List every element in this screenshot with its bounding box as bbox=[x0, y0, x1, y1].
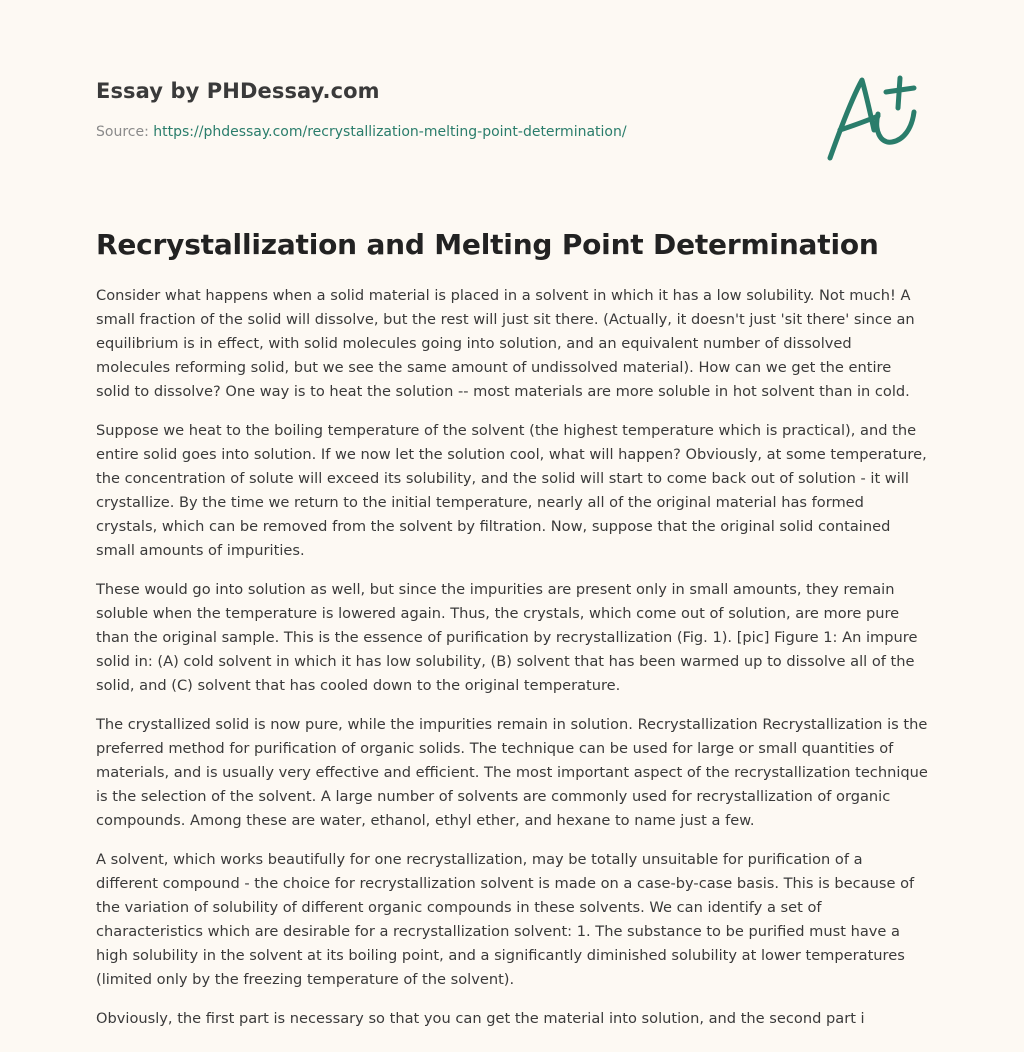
essay-paragraph: These would go into solution as well, but since the impurities are present only in small amounts, they remain soluble when the temperature is lowered again. Thus, the crystals, which come out of solution, are more pure than the original sample. This is the essence of purification by recrystallization (Fig. 1). [pic] Figure 1: An impure solid in: (A) cold solvent in which it has low solubility, (B) solvent that has been warmed up to dissolve all of the solid, and (C) solvent that has cooled down to the original temperature. bbox=[96, 581, 918, 694]
essay-body bbox=[96, 284, 928, 1046]
source-line bbox=[96, 124, 627, 140]
source-label: Source: bbox=[96, 124, 154, 140]
a-plus-icon bbox=[826, 68, 926, 164]
source-link[interactable]: https://phdessay.com/recrystallization-melting-point-determination/ bbox=[153, 124, 627, 140]
essay-paragraph: The crystallized solid is now pure, while the impurities remain in solution. Recrystallization Recrystallization is the preferred method for purification of organic solids. The technique can be used for large or small quantities of materials, and is usually very effective and efficient. The most important aspect of the recrystallization technique is the selection of the solvent. A large number of solvents are commonly used for recrystallization of organic compounds. Among these are water, ethanol, ethyl ether, and hexane to name just a few. bbox=[96, 716, 928, 829]
essay-paragraph: Obviously, the first part is necessary so that you can get the material into solution, and the second part i bbox=[96, 1010, 865, 1027]
essay-paragraph: Suppose we heat to the boiling temperature of the solvent (the highest temperature which is practical), and the entire solid goes into solution. If we now let the solution cool, what will happen? Obviously, at some temperature, the concentration of solute will exceed its solubility, and the solid will start to come back out of solution - it will crystallize. By the time we return to the initial temperature, nearly all of the original material has formed crystals, which can be removed from the solvent by filtration. Now, suppose that the original solid contained small amounts of impurities. bbox=[96, 422, 927, 559]
site-brand: Essay by PHDessay.com bbox=[96, 79, 380, 103]
essay-paragraph: Consider what happens when a solid material is placed in a solvent in which it has a low solubility. Not much! A small fraction of the solid will dissolve, but the rest will just sit there. (Actually, it doesn't just 'sit there' since an equilibrium is in effect, with solid molecules going into solution, and an equivalent number of dissolved molecules reforming solid, but we see the same amount of undissolved material). How can we get the entire solid to dissolve? One way is to heat the solution -- most materials are more soluble in hot solvent than in cold. bbox=[96, 287, 915, 400]
essay-paragraph: A solvent, which works beautifully for one recrystallization, may be totally unsuitable for purification of a different compound - the choice for recrystallization solvent is made on a case-by-case basis. This is because of the variation of solubility of different organic compounds in these solvents. We can identify a set of characteristics which are desirable for a recrystallization solvent: 1. The substance to be purified must have a high solubility in the solvent at its boiling point, and a significantly diminished solubility at lower temperatures (limited only by the freezing temperature of the solvent). bbox=[96, 851, 915, 988]
essay-title: Recrystallization and Melting Point Determination bbox=[96, 228, 879, 261]
